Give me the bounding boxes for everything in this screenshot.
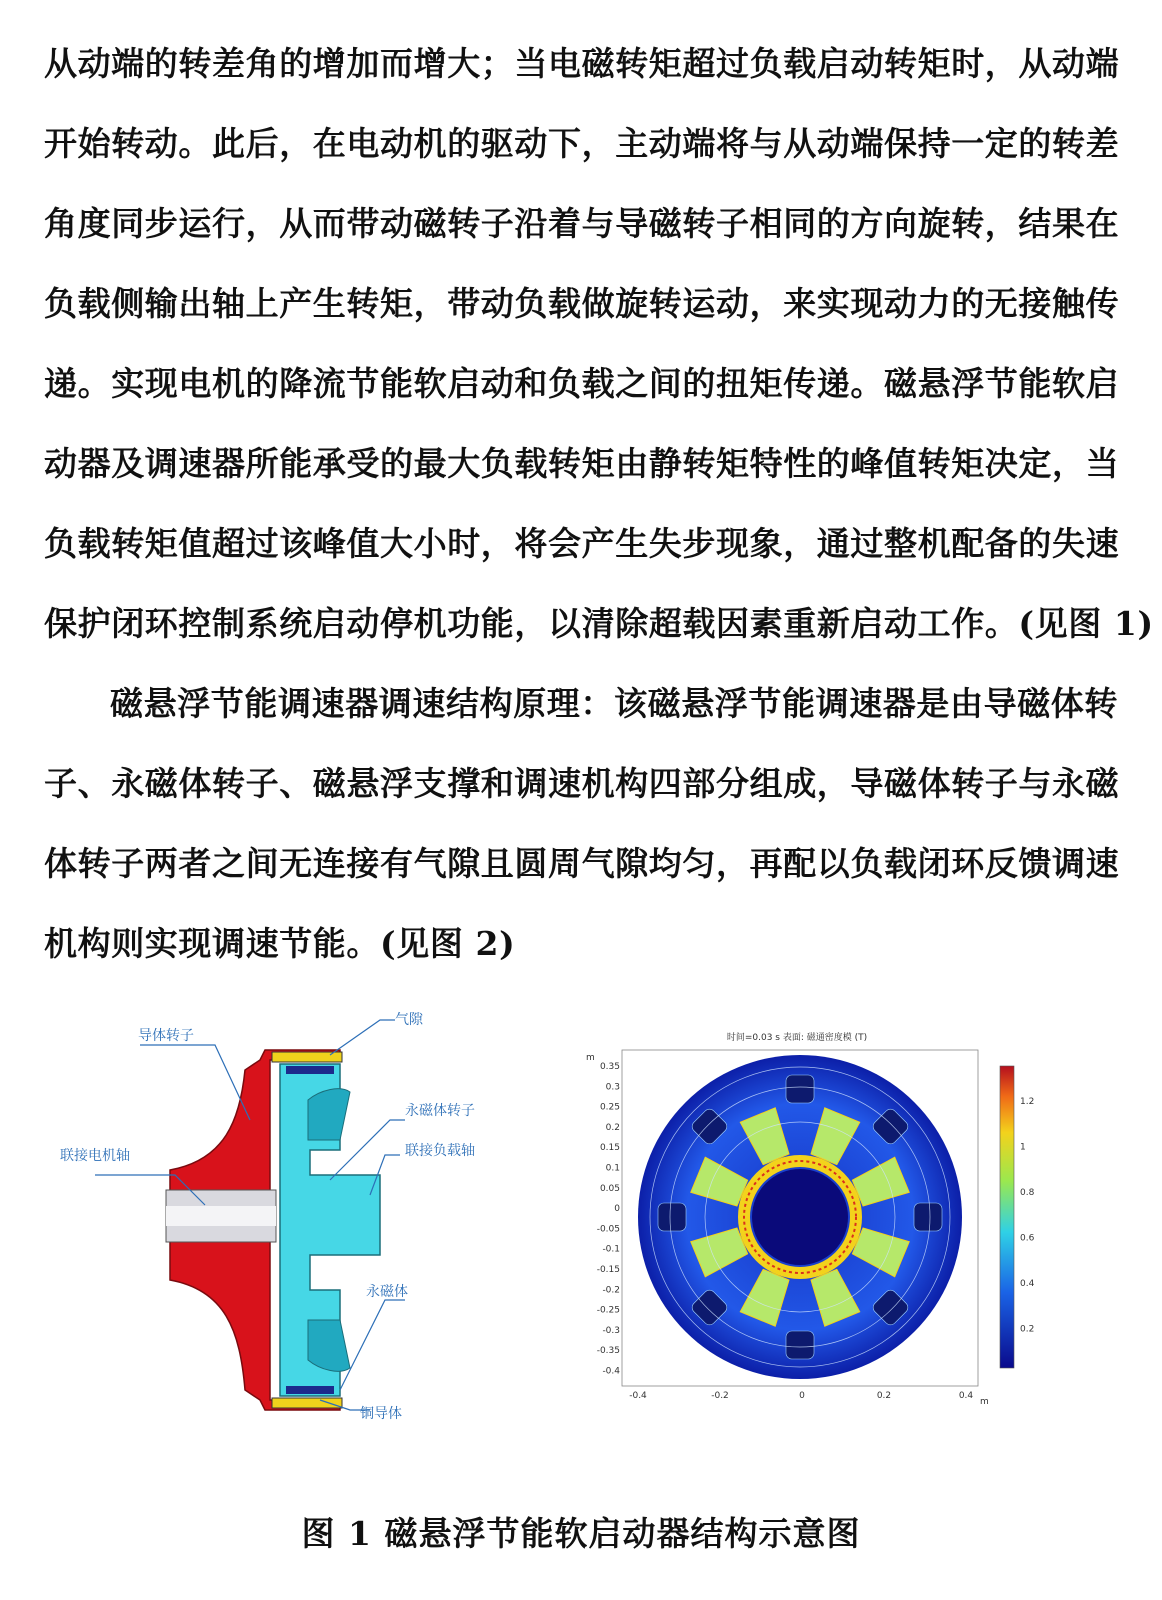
- text-line: 从动端的转差角的增加而增大；当电磁转矩超过负载启动转矩时，从动端: [44, 44, 1120, 83]
- text-line: 磁悬浮节能调速器调速结构原理：该磁悬浮节能调速器是由导磁体转: [110, 684, 1118, 723]
- y-tick-label: -0.1: [602, 1244, 620, 1255]
- colorbar: [1000, 1066, 1014, 1368]
- y-tick-label: -0.25: [596, 1305, 620, 1316]
- y-tick-label: -0.05: [596, 1224, 620, 1235]
- y-axis-ticks: [597, 1062, 621, 1377]
- y-tick-label: 0.2: [605, 1122, 620, 1133]
- label-motor-shaft: 联接电机轴: [60, 1148, 130, 1164]
- colorbar-tick-label: 0.4: [1020, 1279, 1035, 1289]
- plot-title: 时间=0.03 s 表面: 磁通密度模 (T): [726, 1033, 868, 1043]
- y-tick-label: 0.1: [605, 1163, 620, 1174]
- x-tick-label: -0.4: [629, 1391, 647, 1401]
- label-air-gap: 气隙: [395, 1012, 423, 1028]
- label-load-shaft: 联接负载轴: [405, 1143, 475, 1159]
- magnet-slot: [914, 1203, 942, 1231]
- text-line: 负载转矩值超过该峰值大小时，将会产生失步现象，通过整机配备的失速: [44, 524, 1120, 563]
- text-line: 递。实现电机的降流节能软启动和负载之间的扭矩传递。磁悬浮节能软启: [44, 364, 1120, 403]
- y-tick-label: -0.2: [602, 1285, 620, 1296]
- body-text: [44, 24, 1154, 984]
- colorbar-tick-label: 1.2: [1020, 1097, 1035, 1107]
- paragraph-1: [44, 24, 1154, 664]
- colorbar-tick-label: 1: [1020, 1142, 1026, 1153]
- flux-density-figure: [586, 1030, 1092, 1450]
- label-copper-conductor: 铜导体: [360, 1406, 402, 1422]
- y-tick-label: 0.3: [605, 1082, 620, 1093]
- paragraph-2: [44, 664, 1120, 984]
- colorbar-tick-label: 0.8: [1020, 1188, 1035, 1198]
- y-tick-label: -0.15: [596, 1265, 620, 1275]
- magnet-top: [286, 1066, 334, 1074]
- label-permanent-magnet: 永磁体: [366, 1284, 408, 1300]
- text-line: 保护闭环控制系统启动停机功能，以清除超载因素重新启动工作。(见图 1): [44, 604, 1154, 643]
- colorbar-tick-label: 0.6: [1020, 1233, 1035, 1244]
- label-pm-rotor: 永磁体转子: [405, 1103, 475, 1119]
- y-tick-label: 0: [614, 1204, 620, 1215]
- coupler-diagram: [40, 1000, 540, 1460]
- y-tick-label: -0.35: [596, 1346, 620, 1357]
- figure-caption: 图 1 磁悬浮节能软启动器结构示意图: [301, 1514, 861, 1553]
- label-conductor-rotor: 导体转子: [138, 1028, 194, 1044]
- x-axis-ticks: [629, 1391, 973, 1401]
- text-line: 体转子两者之间无连接有气隙且圆周气隙均匀，再配以负载闭环反馈调速: [44, 844, 1120, 883]
- copper-layer-bottom: [272, 1398, 342, 1408]
- text-line: 子、永磁体转子、磁悬浮支撑和调速机构四部分组成，导磁体转子与永磁: [44, 764, 1120, 803]
- y-unit-label: m: [586, 1053, 595, 1063]
- magnet-bottom: [286, 1386, 334, 1394]
- text-line: 负载侧输出轴上产生转矩，带动负载做旋转运动，来实现动力的无接触传: [44, 284, 1120, 323]
- colorbar-ticks: [1020, 1097, 1035, 1335]
- flux-density-plot: [586, 1030, 1092, 1450]
- coupler-cross-section-figure: [40, 1000, 540, 1460]
- text-line: 角度同步运行，从而带动磁转子沿着与导磁转子相同的方向旋转，结果在: [44, 204, 1120, 243]
- colorbar-tick-label: 0.2: [1020, 1324, 1035, 1335]
- x-tick-label: -0.2: [711, 1391, 729, 1401]
- text-line: 开始转动。此后，在电动机的驱动下，主动端将与从动端保持一定的转差: [44, 124, 1120, 163]
- magnet-slot: [658, 1203, 686, 1231]
- y-tick-label: -0.4: [602, 1366, 620, 1377]
- y-tick-label: 0.05: [599, 1183, 620, 1194]
- text-line: 动器及调速器所能承受的最大负载转矩由静转矩特性的峰值转矩决定，当: [44, 444, 1120, 483]
- x-tick-label: 0.2: [876, 1391, 892, 1401]
- magnet-slot: [786, 1331, 814, 1359]
- x-tick-label: 0: [799, 1391, 805, 1401]
- x-tick-label: 0.4: [958, 1391, 974, 1401]
- x-unit-label: m: [980, 1397, 989, 1407]
- y-tick-label: 0.15: [599, 1143, 620, 1154]
- text-line: 机构则实现调速节能。(见图 2): [44, 924, 516, 963]
- y-tick-label: -0.3: [602, 1325, 620, 1336]
- magnet-slot: [786, 1075, 814, 1103]
- y-tick-label: 0.35: [599, 1062, 620, 1072]
- y-tick-label: 0.25: [599, 1102, 620, 1113]
